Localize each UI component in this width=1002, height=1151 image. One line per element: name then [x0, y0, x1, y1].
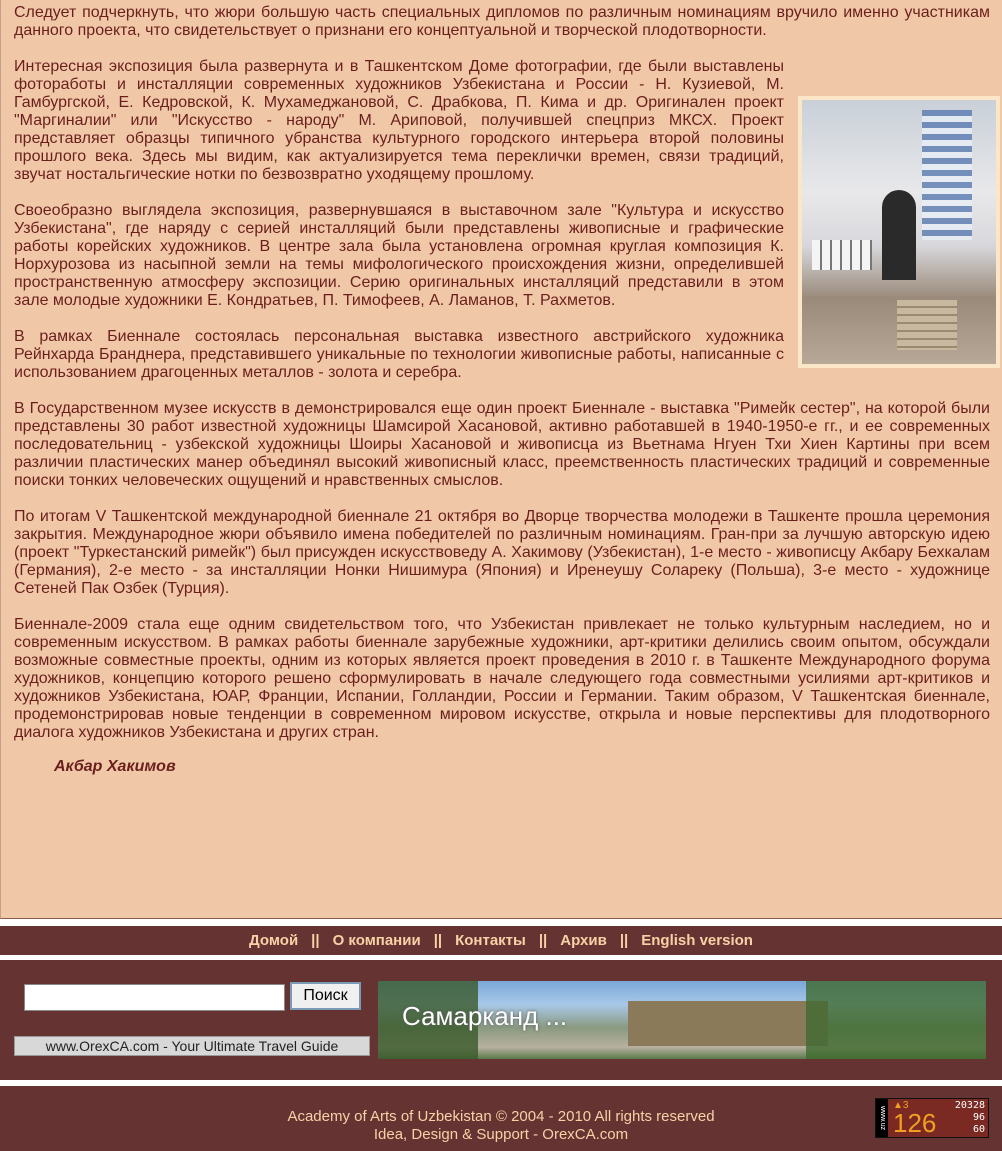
paragraph: В Государственном музее искусств в демонстрировался еще один проект Биеннале - выставка "Римейк сестер", на которой были представлены 30 работ известной художницы Шамсирой Хасановой, активно работавшей в 1940-1950-е гг., и ее современных последовательниц - узбекской художницы Шоиры Хасановой и живописца из Вьетнама Нгуен Тхи Хиен Картины при всем различии пластических манер объединял высокий живописный класс, преемственность пластических традиций и современные поиски тонких человеческих ощущений и нравственных смыслов. — [14, 400, 990, 489]
credits[interactable]: Idea, Design & Support - OrexCA.com — [373, 1126, 629, 1143]
article-author: Акбар Хакимов — [54, 758, 176, 775]
main-nav — [0, 926, 1002, 955]
footer — [0, 1086, 1002, 1151]
nav-about[interactable]: О компании — [332, 932, 421, 949]
counter-total: 20328 — [954, 1100, 985, 1111]
nav-separator: || — [538, 932, 548, 949]
paragraph: Биеннале-2009 стала еще одним свидетельством того, что Узбекистан привлекает не только культурным наследием, но и современным искусством. В рамках работы биеннале зарубежные художники, арт-критики делились своим опытом, обсуждали возможные совместные проекты, одним из которых является проект проведения в 2010 г. в Ташкенте Международного форума художников, концепцию которого решено сформулировать в начале следующего года совместными усилиями арт-критиков и художников Узбекистана, ЮАР, Франции, Испании, Голландии, России и Германии. Таким образом, V Ташкентская биеннале, продемонстрировав новые тенденции в современном мировом искусстве, открыла и новые перспективы для плодотворного диалога художников Узбекистана и других стран. — [14, 616, 990, 741]
counter-brand: www.uz — [876, 1099, 888, 1137]
counter-main: 126 — [893, 1108, 937, 1138]
copyright: Academy of Arts of Uzbekistan © 2004 - 2010 All rights reserved — [287, 1108, 715, 1125]
counter-up: ▲3 — [893, 1100, 909, 1111]
paragraph: По итогам V Ташкентской международной биеннале 21 октября во Дворце творчества молодежи в Ташкенте прошла церемония закрытия. Международное жюри объявило имена победителей по различным номинациям. Гран-при за лучшую авторскую идею (проект "Туркестанский римейк") был присужден искусствоведу А. Хакимову (Узбекистан), 1-е место - живописцу Акбару Бехкалам (Германия), 2-е место - за инсталляции Нонки Нишимура (Япония) и Иренеушу Солареку (Польша), 3-е место - художнице Сетеней Пак Озбек (Турция). — [14, 508, 990, 597]
samarkand-banner[interactable] — [378, 981, 986, 1059]
nav-separator: || — [433, 932, 443, 949]
counter-r3: 60 — [972, 1124, 985, 1135]
nav-archive[interactable]: Архив — [560, 932, 607, 949]
search-input[interactable] — [24, 984, 285, 1011]
exhibition-photo — [798, 96, 1000, 368]
search-button[interactable]: Поиск — [290, 982, 361, 1010]
travel-guide-button[interactable]: www.OrexCA.com - Your Ultimate Travel Guide — [14, 1036, 370, 1056]
counter-r2: 96 — [972, 1112, 985, 1123]
paragraph: В рамках Биеннале состоялась персональная выставка известного австрийского художника Рейнхарда Бранднера, представившего уникальные по технологии живописные работы, написанные с использованием драгоценных металлов - золота и серебра. — [14, 328, 784, 381]
visitor-counter[interactable] — [875, 1098, 989, 1138]
nav-separator: || — [619, 932, 629, 949]
search-band — [0, 960, 1002, 1080]
paragraph: Своеобразно выглядела экспозиция, развернувшаяся в выставочном зале "Культура и искусство Узбекистана", где наряду с серией инсталляций были представлены живописные и графические работы корейских художников. В центре зала была установлена огромная круглая композиция К. Норхурозова из насыпной земли на темы мифологического происхождения жизни, определившей пространственную атмосферу экспозиции. Серию оригинальных инсталляций представили в этом зале молодые художники Е. Кондратьев, П. Тимофеев, А. Ламанов, Т. Рахметов. — [14, 202, 784, 309]
nav-home[interactable]: Домой — [249, 932, 299, 949]
paragraph: Интересная экспозиция была развернута и в Ташкентском Доме фотографии, где были выставлены фотоработы и инсталляции современных художников Узбекистана и России - Н. Кузиевой, М. Гамбургской, Е. Кедровской, К. Мухамеджановой, С. Драбкова, П. Кима и др. Оригинален проект "Маргиналии" или "Искусство - народу" М. Ариповой, получившей спецприз МКСХ. Проект представляет образцы типичного убранства культурного городского интерьера второй половины прошлого века. Здесь мы видим, как актуализируется тема переклички времен, связи традиций, звучат ностальгические нотки по безвозвратно уходящему прошлому. — [14, 58, 784, 183]
banner-caption: Самарканд ... — [402, 1001, 568, 1031]
paragraph: Следует подчеркнуть, что жюри большую часть специальных дипломов по различным номинациям вручило именно участникам данного проекта, что свидетельствует о признани его концептуальной и творческой плодотворности. — [14, 4, 990, 39]
nav-english[interactable]: English version — [641, 932, 753, 949]
nav-contacts[interactable]: Контакты — [455, 932, 526, 949]
nav-separator: || — [311, 932, 320, 949]
